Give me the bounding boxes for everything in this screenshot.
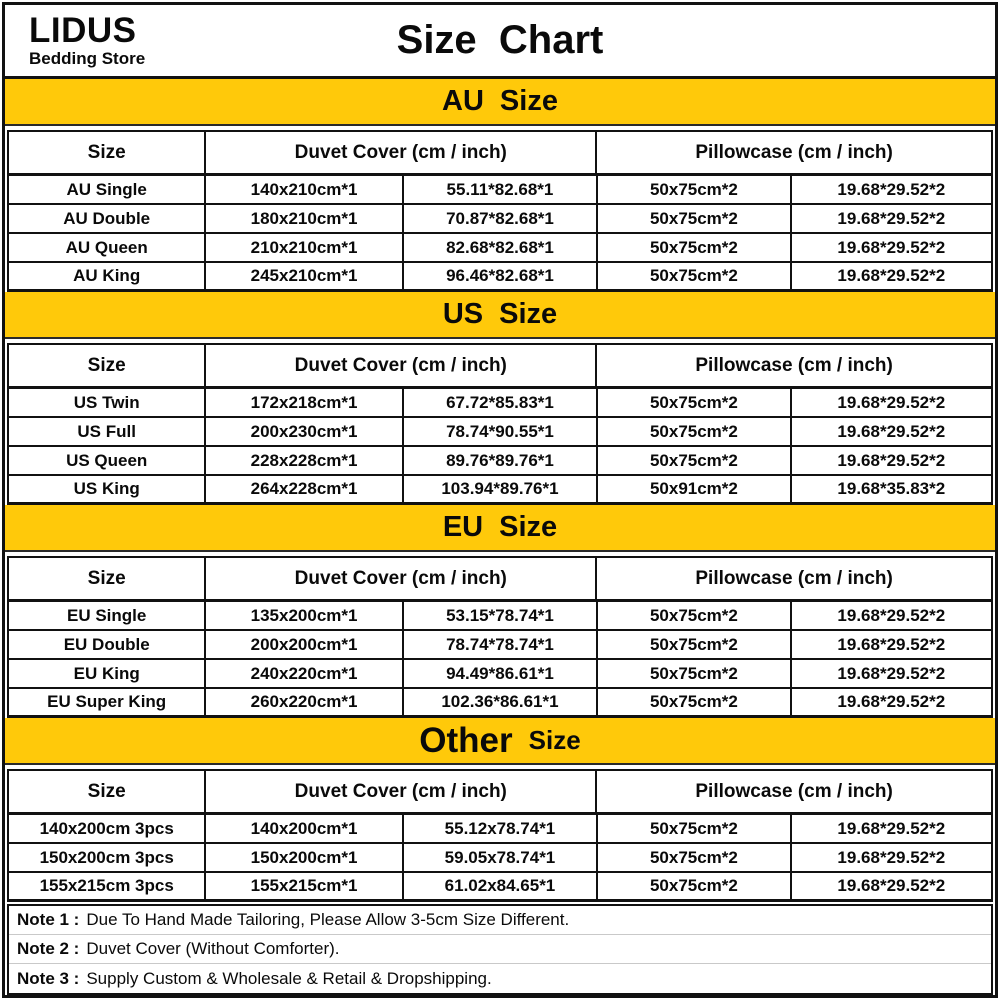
cell-pillow-inch: 19.68*29.52*2 bbox=[837, 818, 946, 838]
cell-pillow-cm: 50x75cm*2 bbox=[598, 844, 791, 871]
cell-pillow-cm: 50x75cm*2 bbox=[598, 263, 791, 289]
column-header-pillowcase: Pillowcase (cm / inch) bbox=[695, 354, 893, 376]
cell-duvet-cm: 140x210cm*1 bbox=[206, 176, 403, 203]
cell-pillow-cm: 50x75cm*2 bbox=[598, 176, 791, 203]
cell-duvet-inch: 67.72*85.83*1 bbox=[404, 389, 598, 416]
cell-pillow-inch: 19.68*29.52*2 bbox=[837, 605, 946, 625]
table-row bbox=[7, 873, 993, 902]
cell-size: US Full bbox=[9, 418, 206, 445]
table-row bbox=[7, 234, 993, 263]
cell-duvet-cm: 210x210cm*1 bbox=[206, 234, 403, 261]
cell-size: AU Double bbox=[9, 205, 206, 232]
cell-pillow-inch: 19.68*29.52*2 bbox=[837, 876, 946, 895]
cell-pillow-cm: 50x75cm*2 bbox=[598, 815, 791, 842]
column-header-size: Size bbox=[9, 558, 206, 599]
cell-pillow-inch: 19.68*29.52*2 bbox=[837, 237, 946, 257]
cell-pillow-inch: 19.68*29.52*2 bbox=[837, 663, 946, 683]
cell-pillow-inch: 19.68*29.52*2 bbox=[837, 692, 946, 711]
cell-size: EU Super King bbox=[9, 689, 206, 715]
brand-subtitle: Bedding Store bbox=[29, 49, 146, 68]
notes-section bbox=[7, 904, 993, 995]
cell-duvet-cm: 200x200cm*1 bbox=[206, 631, 403, 658]
note-row bbox=[9, 964, 991, 993]
cell-duvet-cm: 264x228cm*1 bbox=[206, 476, 403, 502]
column-header-pillowcase: Pillowcase (cm / inch) bbox=[695, 141, 893, 163]
table-header-row bbox=[7, 556, 993, 602]
cell-duvet-cm: 200x230cm*1 bbox=[206, 418, 403, 445]
cell-pillow-inch: 19.68*29.52*2 bbox=[837, 847, 946, 867]
cell-size: 140x200cm 3pcs bbox=[9, 815, 206, 842]
table-row bbox=[7, 389, 993, 418]
size-section-other bbox=[5, 718, 995, 902]
cell-duvet-inch: 89.76*89.76*1 bbox=[404, 447, 598, 474]
cell-pillow-cm: 50x75cm*2 bbox=[598, 234, 791, 261]
cell-duvet-cm: 155x215cm*1 bbox=[206, 873, 403, 899]
table-header-row bbox=[7, 769, 993, 815]
note-text: Duvet Cover (Without Comforter). bbox=[86, 939, 340, 958]
cell-duvet-cm: 172x218cm*1 bbox=[206, 389, 403, 416]
cell-size: EU Double bbox=[9, 631, 206, 658]
cell-pillow-inch: 19.68*29.52*2 bbox=[837, 179, 946, 199]
cell-duvet-inch: 94.49*86.61*1 bbox=[404, 660, 598, 687]
table-row bbox=[7, 602, 993, 631]
size-section-au bbox=[5, 79, 995, 292]
cell-size: AU Queen bbox=[9, 234, 206, 261]
cell-duvet-cm: 140x200cm*1 bbox=[206, 815, 403, 842]
banner-size-label: Size bbox=[499, 85, 558, 117]
banner-size-label: Size bbox=[499, 511, 558, 543]
column-header-size: Size bbox=[9, 345, 206, 386]
banner-region-label: AU bbox=[442, 85, 484, 117]
table-row bbox=[7, 176, 993, 205]
cell-size: EU Single bbox=[9, 602, 206, 629]
cell-duvet-inch: 70.87*82.68*1 bbox=[404, 205, 598, 232]
cell-duvet-cm: 260x220cm*1 bbox=[206, 689, 403, 715]
cell-duvet-cm: 240x220cm*1 bbox=[206, 660, 403, 687]
cell-size: US Twin bbox=[9, 389, 206, 416]
cell-pillow-cm: 50x75cm*2 bbox=[598, 447, 791, 474]
note-row bbox=[9, 906, 991, 935]
cell-duvet-cm: 228x228cm*1 bbox=[206, 447, 403, 474]
table-row bbox=[7, 418, 993, 447]
cell-duvet-inch: 78.74*90.55*1 bbox=[404, 418, 598, 445]
banner-region-label: EU bbox=[442, 511, 484, 543]
cell-pillow-cm: 50x75cm*2 bbox=[598, 389, 791, 416]
table-header-row bbox=[7, 130, 993, 176]
table-row bbox=[7, 660, 993, 689]
cell-duvet-inch: 82.68*82.68*1 bbox=[404, 234, 598, 261]
column-header-size: Size bbox=[9, 771, 206, 812]
column-header-duvet: Duvet Cover (cm / inch) bbox=[206, 345, 597, 386]
table-row bbox=[7, 844, 993, 873]
cell-pillow-inch: 19.68*29.52*2 bbox=[837, 450, 946, 470]
size-section-eu bbox=[5, 505, 995, 718]
cell-pillow-cm: 50x75cm*2 bbox=[598, 660, 791, 687]
cell-duvet-cm: 150x200cm*1 bbox=[206, 844, 403, 871]
note-text: Due To Hand Made Tailoring, Please Allow 3-5cm Size Different. bbox=[86, 910, 570, 929]
banner-region-label: Other bbox=[419, 720, 513, 760]
cell-duvet-inch: 59.05x78.74*1 bbox=[404, 844, 598, 871]
cell-duvet-inch: 61.02x84.65*1 bbox=[404, 873, 598, 899]
cell-size: 155x215cm 3pcs bbox=[9, 873, 206, 899]
note-label: Note 2 : bbox=[17, 939, 80, 958]
size-section-us bbox=[5, 292, 995, 505]
column-header-duvet: Duvet Cover (cm / inch) bbox=[206, 558, 597, 599]
cell-pillow-cm: 50x75cm*2 bbox=[598, 602, 791, 629]
cell-duvet-cm: 135x200cm*1 bbox=[206, 602, 403, 629]
section-banner-au bbox=[5, 79, 995, 126]
note-text: Supply Custom & Wholesale & Retail & Dropshipping. bbox=[86, 968, 492, 988]
cell-duvet-inch: 55.12x78.74*1 bbox=[404, 815, 598, 842]
cell-duvet-cm: 180x210cm*1 bbox=[206, 205, 403, 232]
column-header-duvet: Duvet Cover (cm / inch) bbox=[206, 771, 597, 812]
column-header-duvet: Duvet Cover (cm / inch) bbox=[206, 132, 597, 173]
section-banner-eu bbox=[5, 505, 995, 552]
cell-duvet-inch: 103.94*89.76*1 bbox=[404, 476, 598, 502]
cell-pillow-cm: 50x91cm*2 bbox=[598, 476, 791, 502]
cell-duvet-inch: 78.74*78.74*1 bbox=[404, 631, 598, 658]
table-row bbox=[7, 631, 993, 660]
cell-pillow-cm: 50x75cm*2 bbox=[598, 205, 791, 232]
cell-pillow-cm: 50x75cm*2 bbox=[598, 631, 791, 658]
cell-duvet-inch: 53.15*78.74*1 bbox=[404, 602, 598, 629]
table-row bbox=[7, 263, 993, 292]
cell-pillow-cm: 50x75cm*2 bbox=[598, 689, 791, 715]
table-header-row bbox=[7, 343, 993, 389]
section-banner-us bbox=[5, 292, 995, 339]
cell-pillow-inch: 19.68*29.52*2 bbox=[837, 634, 946, 654]
cell-pillow-inch: 19.68*29.52*2 bbox=[837, 421, 946, 441]
section-banner-other bbox=[5, 718, 995, 765]
page-header bbox=[5, 5, 995, 79]
cell-duvet-inch: 55.11*82.68*1 bbox=[404, 176, 598, 203]
cell-duvet-cm: 245x210cm*1 bbox=[206, 263, 403, 289]
size-chart-page bbox=[2, 2, 998, 998]
cell-pillow-cm: 50x75cm*2 bbox=[598, 873, 791, 899]
cell-size: AU Single bbox=[9, 176, 206, 203]
banner-size-label: Size bbox=[499, 298, 558, 330]
page-title: Size Chart bbox=[396, 18, 604, 62]
banner-size-label: Size bbox=[528, 725, 581, 755]
cell-pillow-inch: 19.68*29.52*2 bbox=[837, 208, 946, 228]
cell-size: 150x200cm 3pcs bbox=[9, 844, 206, 871]
cell-size: AU King bbox=[9, 263, 206, 289]
cell-size: US Queen bbox=[9, 447, 206, 474]
column-header-size: Size bbox=[9, 132, 206, 173]
table-row bbox=[7, 205, 993, 234]
cell-pillow-inch: 19.68*35.83*2 bbox=[837, 479, 946, 498]
table-row bbox=[7, 689, 993, 718]
banner-region-label: US bbox=[442, 298, 484, 330]
cell-size: EU King bbox=[9, 660, 206, 687]
table-row bbox=[7, 476, 993, 505]
cell-duvet-inch: 96.46*82.68*1 bbox=[404, 263, 598, 289]
table-row bbox=[7, 815, 993, 844]
cell-size: US King bbox=[9, 476, 206, 502]
cell-pillow-inch: 19.68*29.52*2 bbox=[837, 266, 946, 285]
note-label: Note 1 : bbox=[17, 910, 80, 929]
column-header-pillowcase: Pillowcase (cm / inch) bbox=[695, 780, 893, 802]
note-label: Note 3 : bbox=[17, 968, 80, 988]
column-header-pillowcase: Pillowcase (cm / inch) bbox=[695, 567, 893, 589]
table-row bbox=[7, 447, 993, 476]
note-row bbox=[9, 935, 991, 964]
cell-pillow-cm: 50x75cm*2 bbox=[598, 418, 791, 445]
cell-duvet-inch: 102.36*86.61*1 bbox=[404, 689, 598, 715]
cell-pillow-inch: 19.68*29.52*2 bbox=[837, 392, 946, 412]
brand-name: LIDUS bbox=[29, 11, 137, 50]
